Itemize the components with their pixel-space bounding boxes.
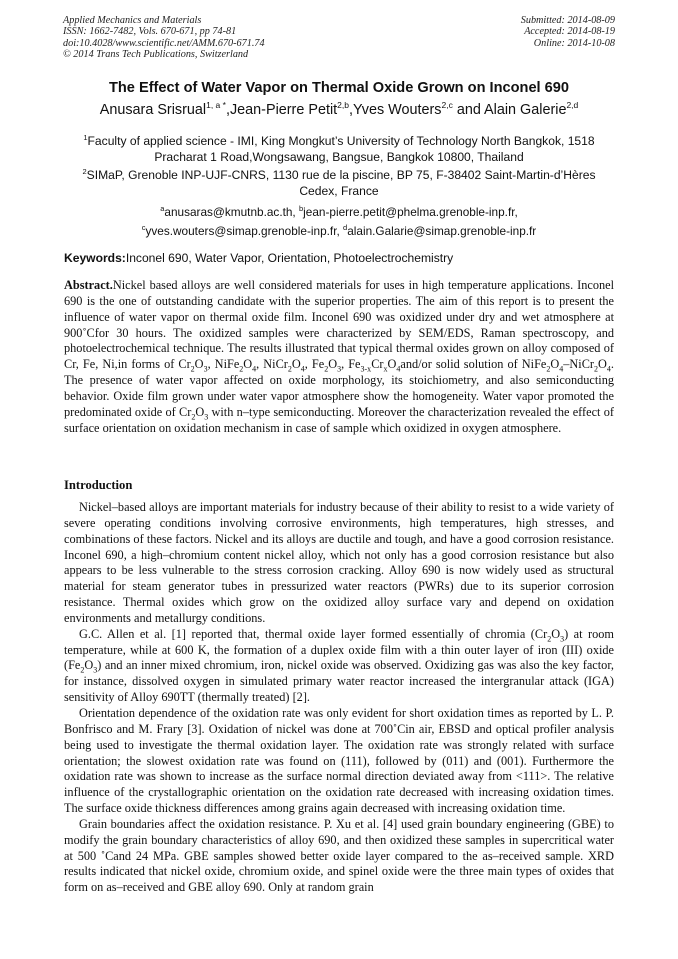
author-name: ,Yves Wouters <box>348 101 442 118</box>
email-d[interactable]: alain.Galarie@simap.grenoble-inp.fr <box>347 223 537 238</box>
author-affiliation-mark: 2,c <box>441 100 453 110</box>
dates-header <box>521 15 615 49</box>
paper-title: The Effect of Water Vapor on Thermal Oxide Grown on Inconel 690 <box>108 80 570 96</box>
email-c[interactable]: yves.wouters@simap.grenoble-inp.fr, <box>145 223 340 238</box>
affiliation-1: $^1$Faculty of applied science - IMI, King Mongkut’s University of Technology North Bangkok, 1518 Pracharat 1 Road,Wongsawang, Bangsue, Bangkok 10800, Thailand <box>83 133 595 165</box>
author-name: ,Jean-Pierre Petit <box>225 101 338 118</box>
email-b[interactable]: jean-pierre.petit@phelma.grenoble-inp.fr, <box>303 204 518 219</box>
intro-paragraph-2: G.C. Allen et al. [1] reported that, thermal oxide layer formed essentially of chromia $(Cr_2O_3)$ at room temperature, while at 600 K, the formation of a duplex oxide film with a thin outer layer of iron (III) oxide $(Fe_2O_3)$ and an inner mixed chromium, iron, nickel oxide was observed. Oxidizing gas was also the key factor, for instance, dissolved oxygen in simulated primary water reactor increased the intergranular attack (IGA) sensitivity of Alloy 690TT (thermally treated) [2]. <box>64 626 614 705</box>
affiliation-2: $^2$SIMaP, Grenoble INP-UJF-CNRS, 1130 rue de la piscine, BP 75, F-38402 Saint-Martin-d’Hères Cedex, France <box>82 167 596 199</box>
intro-paragraph-1: Nickel–based alloys are important materials for industry because of their ability to resist to a wide variety of severe operating conditions involving corrosive environments, high temperatures, high stresses, and combinations of these factors. Nickel and its alloys are ductile and tough, and have a good corrosion resistance. Inconel 690, a high–chromium content nickel alloy, which not only has a good corrosion resistance but also appears to be less vulnerable to the stress corrosion cracking. Alloy 690 is now widely used as structural material for steam generator tubes in pressurized water reactors (PWRs) due to its superior corrosion resistance. Thermal oxides which grow on the oxidized alloy surface vary and depend on oxidation environments and metallurgy conditions. <box>64 500 614 625</box>
doi-line[interactable]: doi:10.4028/www.scientific.net/AMM.670-671.74 <box>63 37 265 49</box>
copyright-line: © 2014 Trans Tech Publications, Switzerland <box>63 49 249 61</box>
intro-paragraph-3: Orientation dependence of the oxidation rate was only evident for short oxidation times as reported by L. P. Bonfrisco and M. Frary [3]. Oxidation of nickel was done at 700˚Cin air, EBSD and optical profiler analysis being used to investigate the thermal oxidation layer. The oxidation rate was strongly related with surface orientation; the slowest oxidation rate was found on (111), followed by (011) and (001). Furthermore the oxidation rate was shown to increase as the surface normal direction deviated away from <111>. The relative influence of the crystallographic orientation on the oxidation rate decreased with increasing oxidation times. The surface oxide thickness differences among grains again decreased with increasing oxidation time. <box>64 705 614 816</box>
abstract: Abstract.Nickel based alloys are well considered materials for uses in high temperature applications. Inconel 690 is the one of outstanding candidate with the superior properties. The aim of this report is to present the influence of water vapor on thermal oxide film. Inconel 690 was oxidized under dry and wet atmosphere at 900˚Cfor 30 hours. The oxidized samples were characterized by SEM/EDS, Raman spectroscopy, and photoelectrochemical technique. The results illustrated that typical thermal oxides grown on alloy composed of Cr, Fe, Ni,in forms of $Cr_2O_3$, $NiFe_2O_4$, $NiCr_2O_4$, $Fe_2O_3$, $Fe_{3-x}Cr_xO_4and/or$ solid solution of $NiFe_2O_4-NiCr_2O_4$. The presence of water vapor affected on oxide morphology, its stoichiometry, and also semiconducting behavior. Oxide film grown under water vapor atmosphere show the homogeneity. Water vapor promoted the predominated oxide of $Cr_2O_3$ with n–type semiconducting. Moreover the characterization revealed the effect of surface orientation on oxidation mechanism in case of sample which oxidized in oxygen atmosphere. <box>64 278 614 435</box>
author-affiliation-mark: 1, a * <box>206 100 226 110</box>
author-name: and Alain Galerie <box>452 101 567 118</box>
journal-name: Applied Mechanics and Materials <box>63 15 202 26</box>
keywords-label: Keywords: <box>64 251 126 265</box>
author-affiliation-mark: 2,d <box>566 100 579 110</box>
online-date: Online: 2014-10-08 <box>533 37 615 49</box>
journal-header <box>63 15 265 61</box>
author-name: Anusara Srisrual <box>99 101 207 118</box>
author-affiliation-mark: 2,b <box>337 100 349 110</box>
keywords <box>64 251 614 265</box>
section-heading-introduction: Introduction <box>64 478 133 492</box>
email-a[interactable]: anusaras@kmutnb.ac.th, <box>164 204 296 219</box>
submitted-date: Submitted: 2014-08-09 <box>520 15 615 26</box>
introduction-body <box>64 500 614 896</box>
abstract-label: Abstract. <box>64 278 113 292</box>
author-emails: $^a$anusaras@kmutnb.ac.th, $^b$jean-pierre.petit@phelma.grenoble-inp.fr, $^c$yves.wouters@simap.grenoble-inp.fr, $^d$alain.Galarie@simap.grenoble-inp.fr <box>141 204 537 238</box>
issn-line: ISSN: 1662-7482, Vols. 670-671, pp 74-81 <box>63 26 237 38</box>
intro-paragraph-4: Grain boundaries affect the oxidation resistance. P. Xu et al. [4] used grain boundary engineering (GBE) to modify the grain boundary characteristics of alloy 690, and then oxidized these samples in supercritical water at 500 ˚Cand 24 MPa. GBE samples showed better oxide layer compared to the as–received sample. XRD results indicated that nickel oxide, chromium oxide, and spinel oxide were the three main types of oxides that form on as–received and GBE alloy 690. Only at random grain <box>64 816 614 895</box>
author-list <box>20 100 658 118</box>
accepted-date: Accepted: 2014-08-19 <box>524 26 615 38</box>
keywords-text: Inconel 690, Water Vapor, Orientation, Photoelectrochemistry <box>125 251 454 265</box>
